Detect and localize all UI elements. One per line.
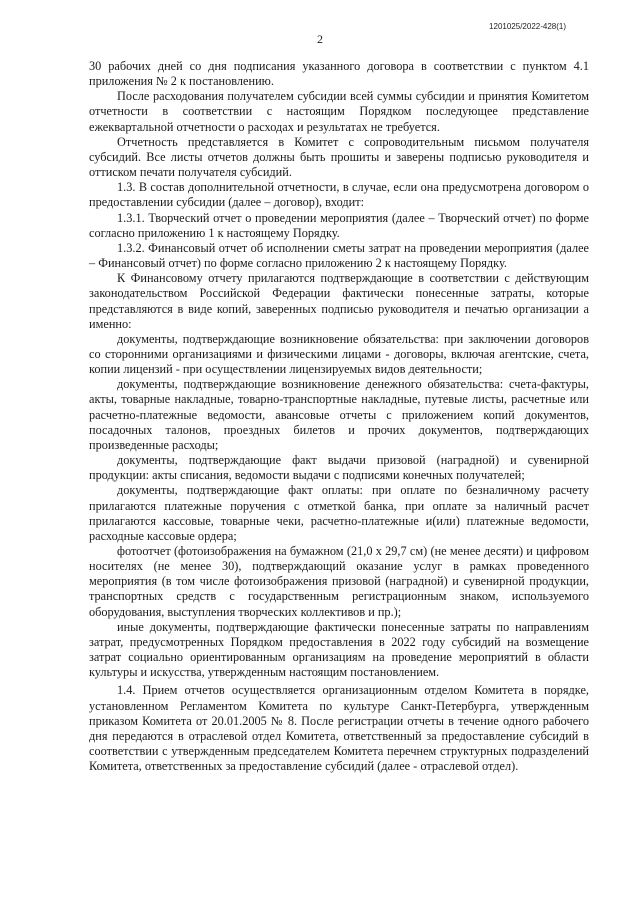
paragraph: После расходования получателем субсидии всей суммы субсидии и принятия Комитетом отчетности в соответствии с настоящим Порядком последующее представление ежеквартальной отчетности о расходах и результатах не требуется. — [89, 89, 589, 134]
paragraph: документы, подтверждающие возникновение обязательства: при заключении договоров со сторонними организациями и физическими лицами - договоры, включая агентские, счета, копии лицензий - при осуществлении лицензируемых видов деятельности; — [89, 331, 589, 377]
paragraph: 1.3. В состав дополнительной отчетности, в случае, если она предусмотрена договором о предоставлении субсидии (далее – договор), входит: — [89, 180, 589, 210]
paragraph: документы, подтверждающие возникновение денежного обязательства: счета-фактуры, акты, товарные накладные, товарно-транспортные накладные, путевые листы, расчетные или расчетно-платежные ведомости, авансовые отчеты с приложением копий документов, посадочных талонов, проездных билетов и прочих документов, подтверждающих произведенные расходы; — [89, 377, 589, 452]
document-body — [89, 59, 589, 774]
paragraph: К Финансовому отчету прилагаются подтверждающие в соответствии с действующим законодательством Российской Федерации фактически понесенные затраты, которые представляются в виде копий, заверенных подписью руководителя и печатью организации а именно: — [89, 271, 589, 331]
document-id: 1201025/2022-428(1) — [489, 22, 566, 31]
paragraph: 1.3.2. Финансовый отчет об исполнении сметы затрат на проведении мероприятия (далее – Финансовый отчет) по форме согласно приложению 2 к настоящему Порядку. — [89, 240, 589, 271]
paragraph: Отчетность представляется в Комитет с сопроводительным письмом получателя субсидий. Все листы отчетов должны быть прошиты и заверены подписью руководителя и оттиском печати получателя субсидий. — [89, 134, 589, 180]
paragraph: иные документы, подтверждающие фактически понесенные затраты по направлениям затрат, предусмотренных Порядком предоставления в 2022 году субсидий на возмещение затрат социально ориентированным организациям на проведение мероприятий в области культуры и искусства, утвержденным настоящим постановлением. — [89, 619, 589, 680]
paragraph: 30 рабочих дней со дня подписания указанного договора в соответствии с пунктом 4.1 приложения № 2 к постановлению. — [89, 59, 589, 89]
paragraph: документы, подтверждающие факт выдачи призовой (наградной) и сувенирной продукции: акты списания, ведомости выдачи с подписями конечных получателей; — [89, 453, 589, 483]
paragraph: фотоотчет (фотоизображения на бумажном (21,0 х 29,7 см) (не менее десяти) и цифровом носителях (не менее 30), подтверждающий оказание услуг в рамках проведенного мероприятия (в том числе фотоизображения призовой (наградной) и сувенирной продукции, транспортных средств с государственным регистрационным знаком, используемого оборудования, выступления творческих коллективов и пр.); — [89, 544, 589, 619]
page-number: 2 — [317, 32, 323, 46]
paragraph: документы, подтверждающие факт оплаты: при оплате по безналичному расчету прилагаются платежные поручения с отметкой банка, при оплате за наличный расчет прилагаются кассовые, товарные чеки, расчетно-платежные и(или) платежные ведомости, расходные кассовые ордера; — [89, 483, 589, 543]
paragraph: 1.3.1. Творческий отчет о проведении мероприятия (далее – Творческий отчет) по форме согласно приложению 1 к настоящему Порядку. — [89, 210, 589, 240]
paragraph: 1.4. Прием отчетов осуществляется организационным отделом Комитета в порядке, установленном Регламентом Комитета по культуре Санкт-Петербурга, утвержденным приказом Комитета от 20.01.2005 № 8. После регистрации отчеты в течение одного рабочего дня передаются в отраслевой отдел Комитета, ответственный за предоставление субсидий в соответствии с утвержденным председателем Комитета перечнем структурных подразделений Комитета, ответственных за предоставление субсидий (далее - отраслевой отдел). — [89, 683, 589, 774]
